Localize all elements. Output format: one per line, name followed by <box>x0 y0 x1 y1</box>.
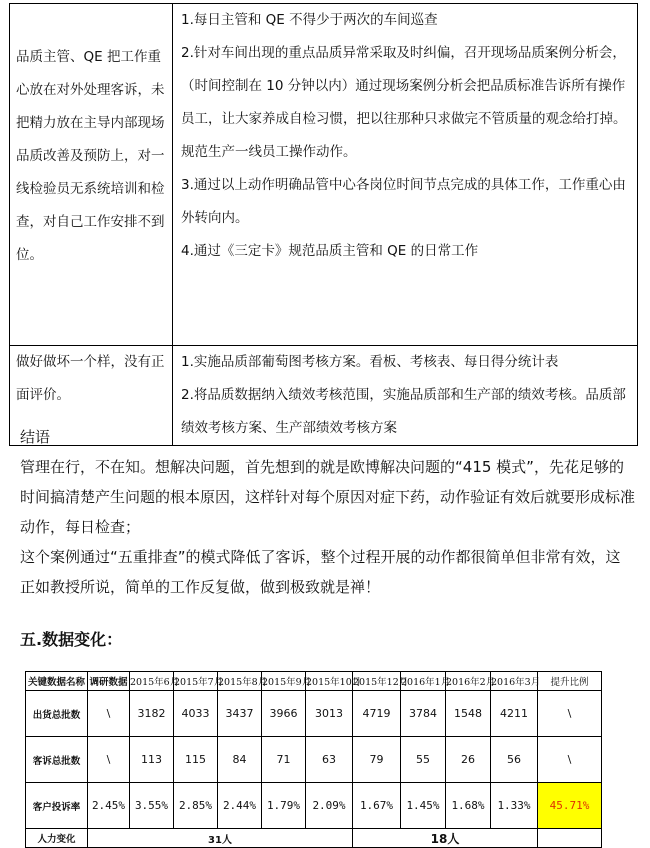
improvement-ratio-cell: 45.71% <box>538 783 602 829</box>
row-label: 客户投诉率 <box>26 783 88 829</box>
data-cell: 1.33% <box>491 783 538 829</box>
data-cell: \ <box>538 737 602 783</box>
data-cell: 63 <box>306 737 353 783</box>
data-cell: \ <box>88 737 130 783</box>
data-cell: 56 <box>491 737 538 783</box>
actions-cell <box>173 346 638 446</box>
header-cell: 2016年3月 <box>491 672 538 691</box>
header-cell: 2015年10月 <box>306 672 353 691</box>
data-cell: 1.79% <box>262 783 306 829</box>
action-item: 1.每日主管和 QE 不得少于两次的车间巡查 <box>181 12 438 28</box>
data-cell: 55 <box>401 737 446 783</box>
data-cell: 4211 <box>491 691 538 737</box>
data-cell: 2.09% <box>306 783 353 829</box>
data-header-row <box>26 672 602 691</box>
data-cell: \ <box>88 691 130 737</box>
action-item: 4.通过《三定卡》规范品质主管和 QE 的日常工作 <box>181 243 479 259</box>
data-cell: 113 <box>130 737 174 783</box>
data-cell: 1.68% <box>446 783 491 829</box>
data-cell: \ <box>538 691 602 737</box>
conclusion-heading: 结语 <box>20 428 51 446</box>
data-cell: 3.55% <box>130 783 174 829</box>
section-title: 五.数据变化： <box>20 630 123 649</box>
data-cell: 4033 <box>174 691 218 737</box>
data-cell: 3966 <box>262 691 306 737</box>
data-cell: 1.45% <box>401 783 446 829</box>
data-cell: 1548 <box>446 691 491 737</box>
issues-table <box>9 3 638 446</box>
data-cell: 2.45% <box>88 783 130 829</box>
data-row <box>26 783 602 829</box>
manpower-after: 18人 <box>353 829 538 848</box>
conclusion-body <box>20 452 635 602</box>
data-cell: 115 <box>174 737 218 783</box>
header-cell: 2015年6月 <box>130 672 174 691</box>
data-cell: 2.44% <box>218 783 262 829</box>
data-cell: 3784 <box>401 691 446 737</box>
data-cell: 3437 <box>218 691 262 737</box>
header-cell: 提升比例 <box>538 672 602 691</box>
issues-row <box>10 346 638 446</box>
header-cell: 2015年8月 <box>218 672 262 691</box>
action-item: 1.实施品质部葡萄图考核方案。看板、考核表、每日得分统计表 <box>181 354 559 370</box>
data-cell: 3182 <box>130 691 174 737</box>
data-cell: 1.67% <box>353 783 401 829</box>
problem-cell: 品质主管、QE 把工作重心放在对外处理客诉，未把精力放在主导内部现场品质改善及预防上，对一线检验员无系统培训和检查，对自己工作安排不到位。 <box>10 4 173 346</box>
row-label: 人力变化 <box>26 829 88 848</box>
conclusion-paragraph: 管理在行，不在知。想解决问题，首先想到的就是欧博解决问题的“415 模式”，先花足够的时间搞清楚产生问题的根本原因，这样针对每个原因对症下药，动作验证有效后就要形成标准动作，每日检查； <box>20 458 636 536</box>
problem-cell: 做好做坏一个样，没有正面评价。 <box>10 346 173 446</box>
row-label: 客诉总批数 <box>26 737 88 783</box>
manpower-before: 31人 <box>88 829 353 848</box>
data-cell: 26 <box>446 737 491 783</box>
data-cell: 79 <box>353 737 401 783</box>
conclusion-paragraph: 这个案例通过“五重排查”的模式降低了客诉，整个过程开展的动作都很简单但非常有效，这正如教授所说，简单的工作反复做，做到极致就是禅！ <box>20 548 621 596</box>
header-cell: 2016年1月 <box>401 672 446 691</box>
actions-cell <box>173 4 638 346</box>
data-row <box>26 737 602 783</box>
header-cell: 调研数据 <box>88 672 130 691</box>
row-label: 出货总批数 <box>26 691 88 737</box>
data-cell: 84 <box>218 737 262 783</box>
data-cell: 3013 <box>306 691 353 737</box>
manpower-row <box>26 829 602 848</box>
header-cell: 2016年2月 <box>446 672 491 691</box>
data-cell: 2.85% <box>174 783 218 829</box>
header-cell: 2015年7月 <box>174 672 218 691</box>
data-cell: 71 <box>262 737 306 783</box>
header-cell: 2015年12月 <box>353 672 401 691</box>
empty-cell <box>538 829 602 848</box>
action-item: 3.通过以上动作明确品管中心各岗位时间节点完成的具体工作，工作重心由外转向内。 <box>181 177 626 226</box>
data-row <box>26 691 602 737</box>
action-item: 2.将品质数据纳入绩效考核范围，实施品质部和生产部的绩效考核。品质部绩效考核方案、生产部绩效考核方案 <box>181 387 626 436</box>
header-cell: 关键数据名称 <box>26 672 88 691</box>
data-cell: 4719 <box>353 691 401 737</box>
issues-row <box>10 4 638 346</box>
header-cell: 2015年9月 <box>262 672 306 691</box>
action-item: 2.针对车间出现的重点品质异常采取及时纠偏，召开现场品质案例分析会，（时间控制在 10 分钟以内）通过现场案例分析会把品质标准告诉所有操作员工，让大家养成自检习惯，把以往那种只求做完不管质量的观念给打掉。规范生产一线员工操作动作。 <box>181 45 627 160</box>
data-table <box>25 671 602 848</box>
